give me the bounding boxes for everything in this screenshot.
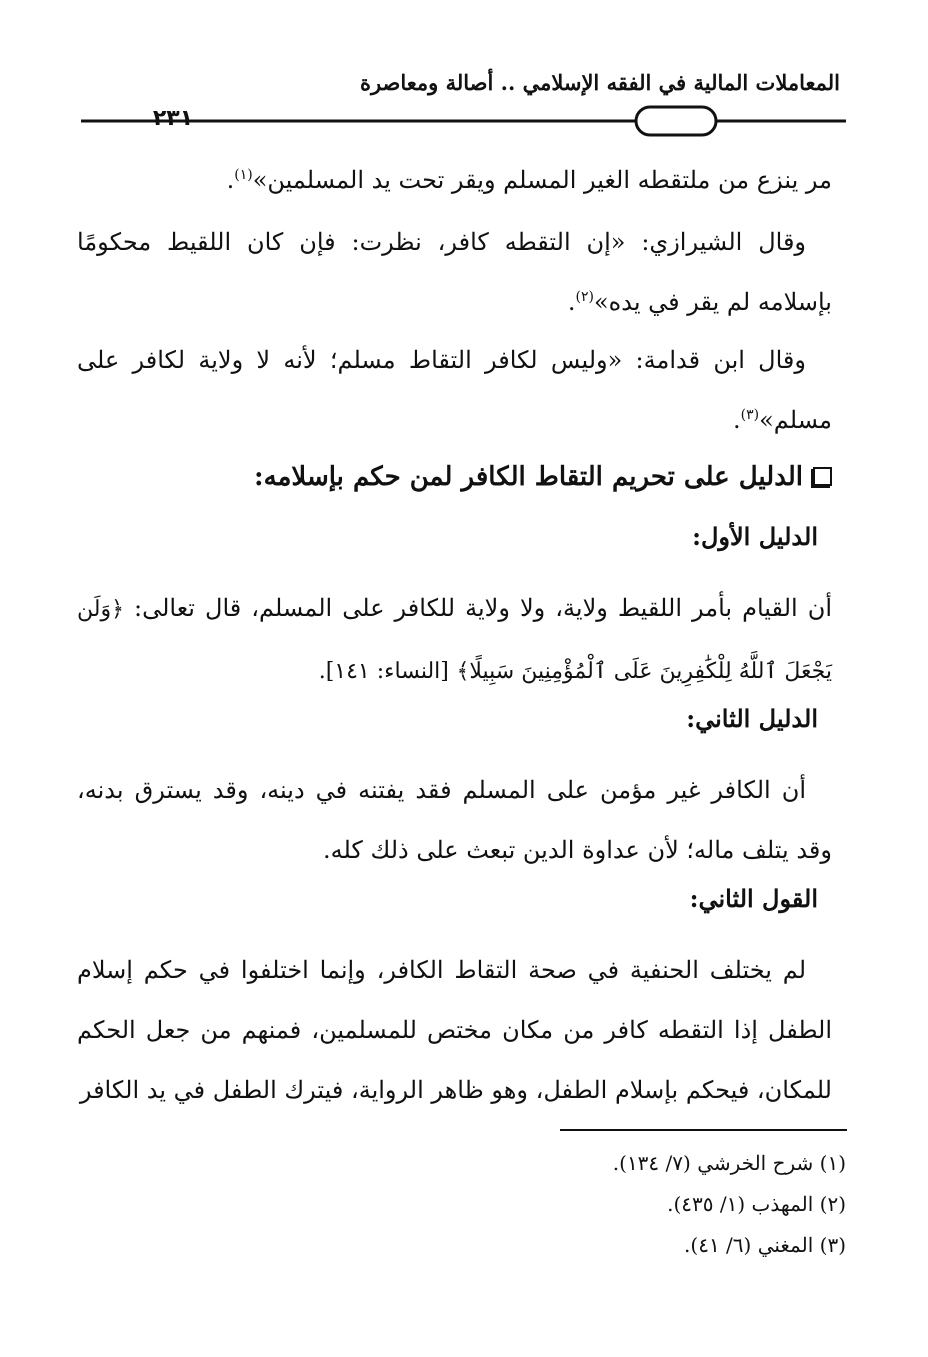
footnote-2: (٢) المهذب (١/ ٤٣٥). xyxy=(667,1192,846,1216)
evidence-2-text: أن الكافر غير مؤمن على المسلم فقد يفتنه في دينه، وقد يسترق بدنه، وقد يتلف ماله؛ لأن عداوة الدين تبعث على ذلك كله. xyxy=(77,776,832,864)
running-header-title: المعاملات المالية في الفقه الإسلامي .. أصالة ومعاصرة xyxy=(359,70,840,95)
opinion-2-heading: القول الثاني: xyxy=(689,884,818,913)
evidence-1-body: أن القيام بأمر اللقيط ولاية، ولا ولاية للكافر على المسلم، قال تعالى: xyxy=(134,594,833,622)
footnote-3: (٣) المغني (٦/ ٤١). xyxy=(684,1233,846,1257)
verse-citation: [النساء: ١٤١]. xyxy=(318,659,449,684)
evidence-1-text xyxy=(77,578,832,702)
footnote-ref-3: (٣) xyxy=(740,407,760,423)
paragraph-1-text: مر ينزع من ملتقطه الغير المسلم ويقر تحت يد المسلمين» xyxy=(252,166,832,194)
paragraph-2-text: وقال الشيرازي: «إن التقطه كافر، نظرت: فإن كان اللقيط محكومًا بإسلامه لم يقر في يده» xyxy=(77,228,832,316)
section-heading-text: الدليل على تحريم التقاط الكافر لمن حكم بإسلامه: xyxy=(253,462,803,492)
page-number: ٢٣١ xyxy=(152,106,194,131)
section-heading xyxy=(77,462,832,492)
paragraph-1: مر ينزع من ملتقطه الغير المسلم ويقر تحت يد المسلمين»$^{(١)}$. xyxy=(226,166,832,194)
square-bullet-icon xyxy=(813,467,832,486)
footnotes xyxy=(346,1143,846,1266)
footnote-ref-1: (١) xyxy=(234,167,253,183)
footnote-ref-2: (٢) xyxy=(575,289,594,305)
evidence-1-heading: الدليل الأول: xyxy=(692,522,818,551)
evidence-2-heading: الدليل الثاني: xyxy=(686,704,818,733)
footnote-1: (١) شرح الخرشي (٧/ ١٣٤). xyxy=(612,1151,846,1175)
paragraph-2: وقال الشيرازي: «إن التقطه كافر، نظرت: فإن كان اللقيط محكومًا بإسلامه لم يقر في يده»$^{(٢)}$. xyxy=(77,228,832,316)
paragraph-3-text: وقال ابن قدامة: «وليس لكافر التقاط مسلم؛ لأنه لا ولاية لكافر على مسلم» xyxy=(77,346,832,434)
quran-verse: ﴿وَلَن يَجْعَلَ ٱللَّهُ لِلْكَٰفِرِينَ عَلَى ٱلْمُؤْمِنِينَ سَبِيلًا﴾ xyxy=(77,597,832,684)
footnote-separator xyxy=(560,1129,847,1131)
paragraph-3: وقال ابن قدامة: «وليس لكافر التقاط مسلم؛ لأنه لا ولاية لكافر على مسلم»$^{(٣)}$. xyxy=(77,346,832,434)
opinion-2-text: لم يختلف الحنفية في صحة التقاط الكافر، وإنما اختلفوا في حكم إسلام الطفل إذا التقطه كافر من مكان مختص للمسلمين، فمنهم من جعل الحكم للمكان، فيحكم بإسلام الطفل، وهو ظاهر الرواية، فيترك الطفل في يد الكافر xyxy=(77,956,832,1104)
